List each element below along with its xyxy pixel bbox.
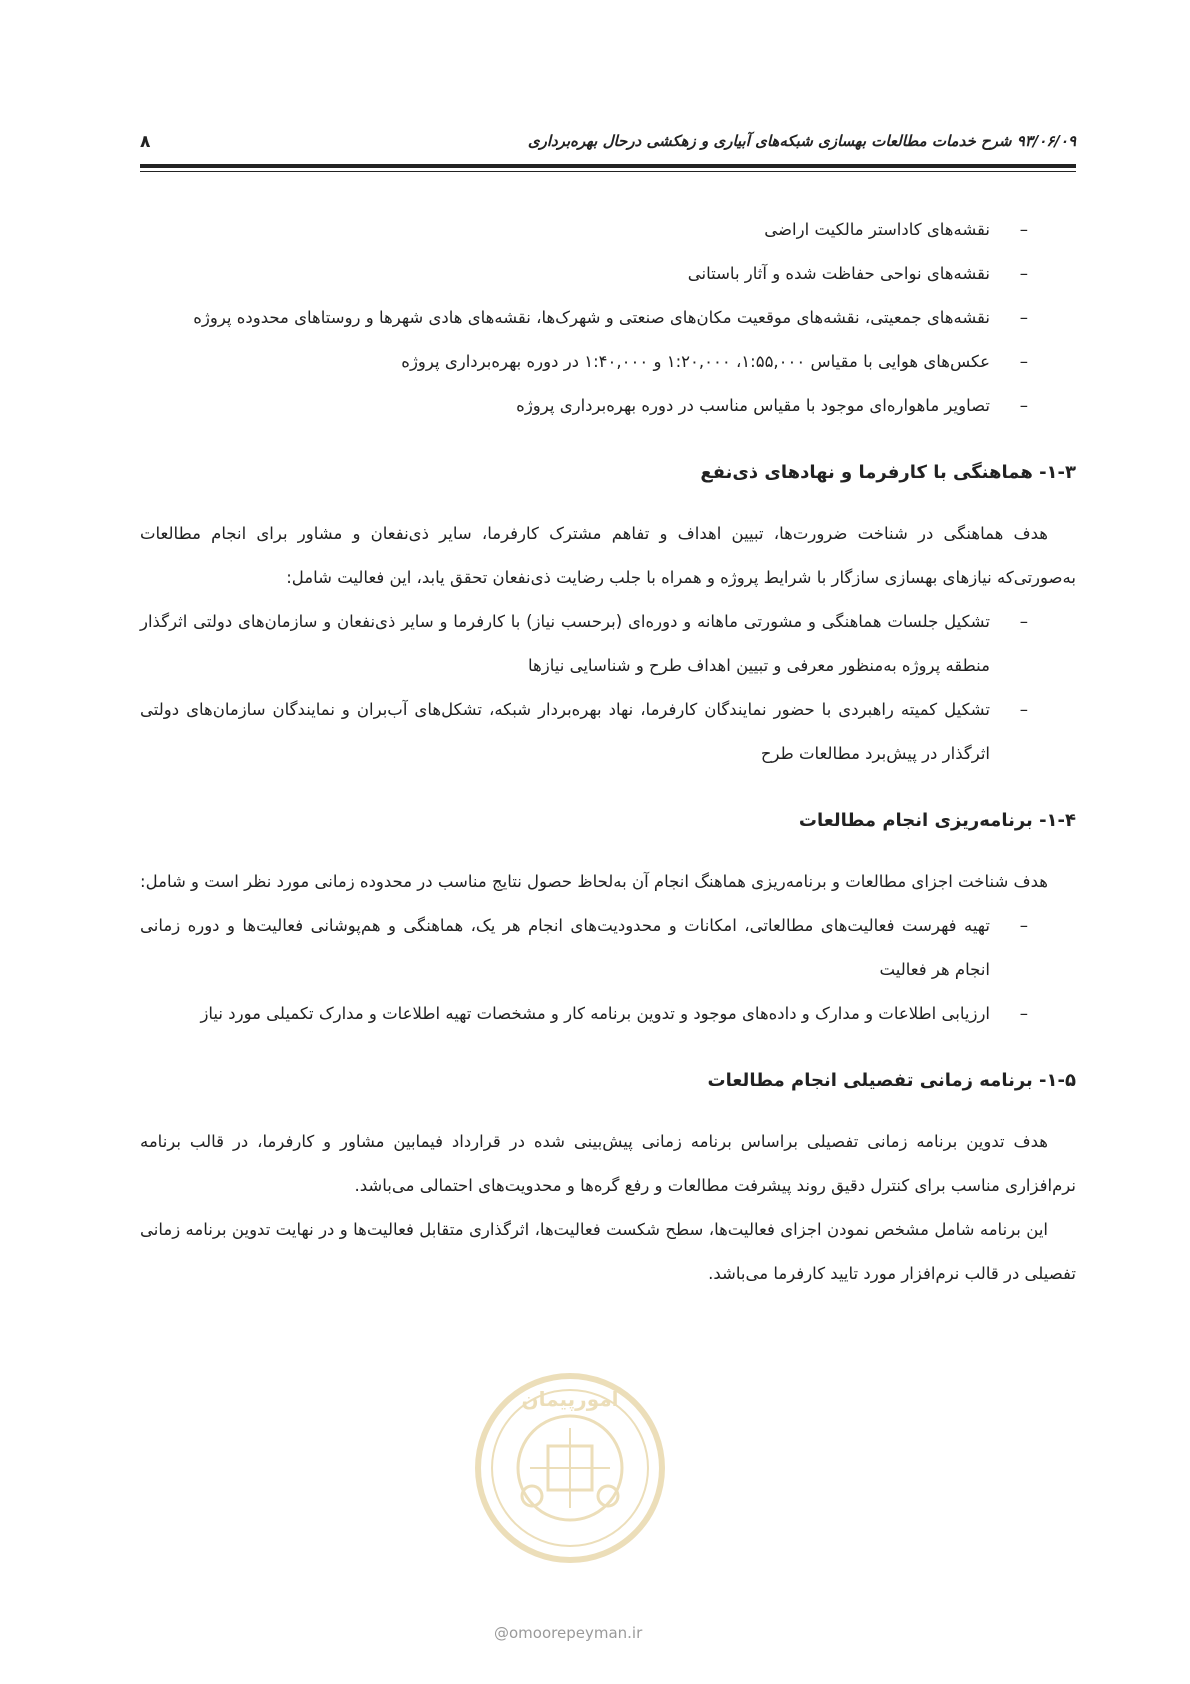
header-title: ۹۳/۰۶/۰۹ شرح خدمات مطالعات بهسازی شبکه‌های آبیاری و زهکشی درحال بهره‌برداری — [527, 132, 1076, 150]
list-item — [140, 384, 1076, 428]
list-item-text: نقشه‌های کاداستر مالکیت اراضی — [764, 220, 990, 239]
dash-mark: – — [1019, 1004, 1028, 1023]
list-item-text: تشکیل کمیته راهبردی با حضور نمایندگان کارفرما، نهاد بهره‌بردار شبکه، تشکل‌های آب‌بران و نمایندگان سازمان‌های دولتی اثرگذار در پیش‌برد مطالعات طرح — [140, 700, 990, 763]
dash-mark: – — [1019, 308, 1028, 327]
watermark-site: @omoorepeyman.ir — [494, 1624, 643, 1642]
dash-mark: – — [1019, 700, 1028, 719]
list-item-text: نقشه‌های جمعیتی، نقشه‌های موقعیت مکان‌های صنعتی و شهرک‌ها، نقشه‌های هادی شهرها و روستاهای محدوده پروژه — [193, 308, 990, 327]
header-rule-thick — [140, 164, 1076, 168]
section-heading-1-3: ۱-۳- هماهنگی با کارفرما و نهادهای ذی‌نفع — [700, 462, 1076, 483]
list-item-text: تصاویر ماهواره‌ای موجود با مقیاس مناسب در دوره بهره‌برداری پروژه — [516, 396, 990, 415]
header-rule-thin — [140, 171, 1076, 172]
section-1-3-paragraph: هدف هماهنگی در شناخت ضرورت‌ها، تبیین اهداف و تفاهم مشترک کارفرما، سایر ذی‌نفعان و مشاور برای انجام مطالعات به‌صورتی‌که نیازهای بهسازی سازگار با شرایط پروژه و همراه با جلب رضایت ذی‌نفعان تحقق یابد، این فعالیت شامل: — [140, 524, 1076, 587]
dash-mark: – — [1019, 220, 1028, 239]
list-item-text: تهیه فهرست فعالیت‌های مطالعاتی، امکانات و محدودیت‌های انجام هر یک، هماهنگی و هم‌پوشانی فعالیت‌ها و دوره زمانی انجام هر فعالیت — [140, 916, 990, 979]
dash-mark: – — [1019, 264, 1028, 283]
list-item — [140, 296, 1076, 340]
intro-bullet-list — [140, 208, 1076, 428]
section-heading-1-5: ۱-۵- برنامه زمانی تفصیلی انجام مطالعات — [707, 1070, 1076, 1091]
list-item-text: تشکیل جلسات هماهنگی و مشورتی ماهانه و دوره‌ای (برحسب نیاز) با کارفرما و سایر ذی‌نفعان و سازمان‌های دولتی اثرگذار منطقه پروژه به‌منظور معرفی و تبیین اهداف طرح و شناسایی نیازها — [140, 612, 990, 675]
list-item — [140, 688, 1076, 776]
page-number: ۸ — [140, 132, 151, 152]
page-header — [140, 132, 1076, 154]
list-item — [140, 992, 1076, 1036]
list-item-text: عکس‌های هوایی با مقیاس ۱:۵۵,۰۰۰، ۱:۲۰,۰۰۰ و ۱:۴۰,۰۰۰ در دوره بهره‌برداری پروژه — [401, 352, 990, 371]
document-body — [140, 208, 1076, 1296]
dash-mark: – — [1019, 612, 1028, 631]
section-1-3-bullet-list — [140, 600, 1076, 776]
list-item — [140, 600, 1076, 688]
list-item — [140, 252, 1076, 296]
dash-mark: – — [1019, 916, 1028, 935]
watermark-seal-icon — [470, 1368, 670, 1568]
section-heading-1-4: ۱-۴- برنامه‌ریزی انجام مطالعات — [798, 810, 1076, 831]
dash-mark: – — [1019, 352, 1028, 371]
section-1-5-paragraph-2: این برنامه شامل مشخص نمودن اجزای فعالیت‌ها، سطح شکست فعالیت‌ها، اثرگذاری متقابل فعالیت‌ها و در نهایت تدوین برنامه زمانی تفصیلی در قالب نرم‌افزار مورد تایید کارفرما می‌باشد. — [140, 1220, 1076, 1283]
section-1-4-bullet-list — [140, 904, 1076, 1036]
list-item — [140, 904, 1076, 992]
list-item-text: ارزیابی اطلاعات و مدارک و داده‌های موجود و تدوین برنامه کار و مشخصات تهیه اطلاعات و مدارک تکمیلی مورد نیاز — [200, 1004, 990, 1023]
list-item — [140, 208, 1076, 252]
section-1-4-paragraph: هدف شناخت اجزای مطالعات و برنامه‌ریزی هماهنگ انجام آن به‌لحاظ حصول نتایج مناسب در محدوده زمانی مورد نظر است و شامل: — [140, 872, 1048, 891]
dash-mark: – — [1019, 396, 1028, 415]
section-1-5-paragraph-1: هدف تدوین برنامه زمانی تفصیلی براساس برنامه زمانی پیش‌بینی شده در قرارداد فیمابین مشاور و کارفرما، در قالب برنامه نرم‌افزاری مناسب برای کنترل دقیق روند پیشرفت مطالعات و رفع گره‌ها و محدویت‌های احتمالی می‌باشد. — [140, 1132, 1076, 1195]
watermark-logo-text: امورپیمان — [521, 1387, 619, 1411]
list-item-text: نقشه‌های نواحی حفاظت شده و آثار باستانی — [687, 264, 990, 283]
list-item — [140, 340, 1076, 384]
